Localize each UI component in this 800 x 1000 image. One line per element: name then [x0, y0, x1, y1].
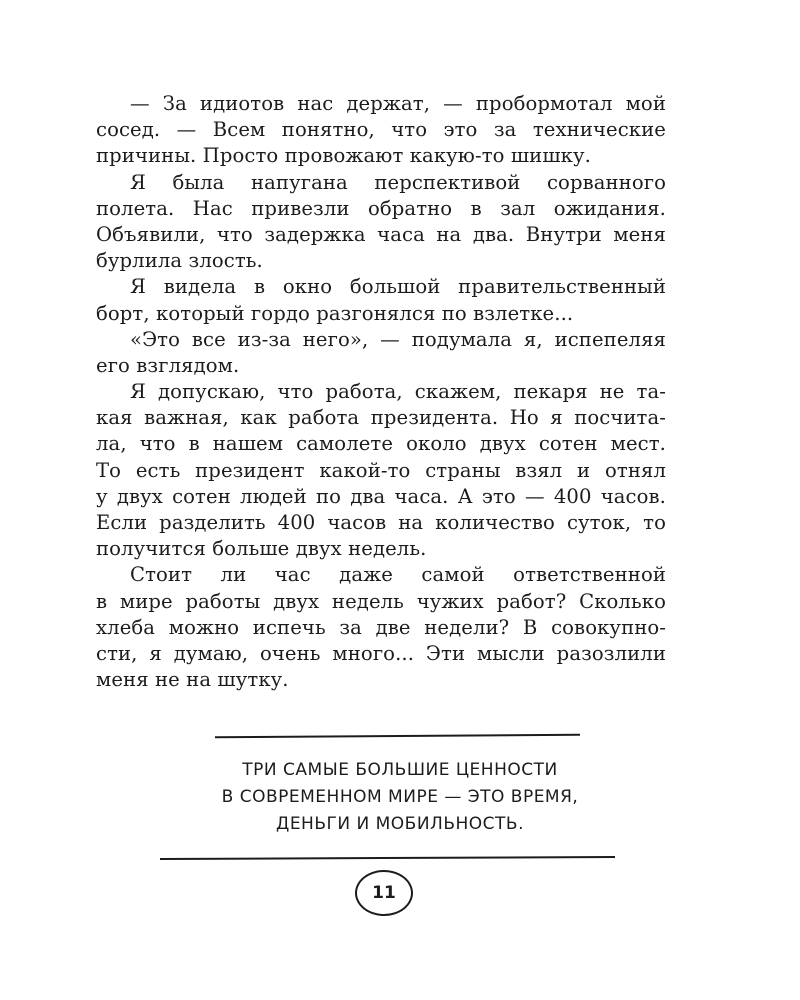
- text-line: борт, который гордо разгонялся по взлетке...: [96, 301, 574, 325]
- quote-line: ТРИ САМЫЕ БОЛЬШИЕ ЦЕННОСТИ: [242, 760, 558, 780]
- page-number: 11: [355, 870, 413, 916]
- text-line: Я видела в окно большой правительственный: [130, 275, 666, 299]
- quote-bottom-rule: [160, 856, 615, 860]
- text-line: полета. Нас привезли обратно в зал ожидания.: [96, 196, 666, 220]
- quote-line: ДЕНЬГИ И МОБИЛЬНОСТЬ.: [276, 814, 524, 834]
- body-text: [96, 91, 666, 693]
- text-line: То есть президент какой-то страны взял и отнял: [96, 458, 666, 482]
- text-line: сосед. — Всем понятно, что это за технические: [96, 118, 666, 142]
- text-line: «Это все из-за него», — подумала я, испепеляя: [130, 327, 666, 351]
- text-line: — За идиотов нас держат, — пробормотал мой: [130, 92, 666, 115]
- text-line: Если разделить 400 часов на количество суток, то: [96, 511, 666, 534]
- text-line: ла, что в нашем самолете около двух сотен мест.: [96, 432, 666, 456]
- text-line: Объявили, что задержка часа на два. Внутри меня: [96, 222, 666, 246]
- text-line: Я допускаю, что работа, скажем, пекаря не та-: [130, 380, 666, 404]
- text-line: получится больше двух недель.: [96, 537, 427, 561]
- text-line: у двух сотен людей по два часа. А это — 400 часов.: [96, 484, 666, 508]
- text-line: причины. Просто провожают какую-то шишку.: [96, 144, 591, 168]
- pull-quote: [150, 757, 650, 838]
- quote-top-rule: [215, 734, 580, 739]
- text-line: кая важная, как работа президента. Но я посчита-: [96, 406, 666, 430]
- text-line: в мире работы двух недель чужих работ? Сколько: [96, 589, 666, 613]
- text-line: хлеба можно испечь за две недели? В совокупно-: [96, 615, 666, 639]
- quote-line: В СОВРЕМЕННОМ МИРЕ — ЭТО ВРЕМЯ,: [221, 787, 579, 807]
- text-line: Я была напугана перспективой сорванного: [130, 170, 666, 194]
- text-line: меня не на шутку.: [96, 668, 289, 692]
- text-line: Стоит ли час даже самой ответственной: [130, 563, 666, 587]
- text-line: бурлила злость.: [96, 249, 263, 273]
- text-line: сти, я думаю, очень много... Эти мысли разозлили: [96, 641, 666, 665]
- text-line: его взглядом.: [96, 353, 240, 377]
